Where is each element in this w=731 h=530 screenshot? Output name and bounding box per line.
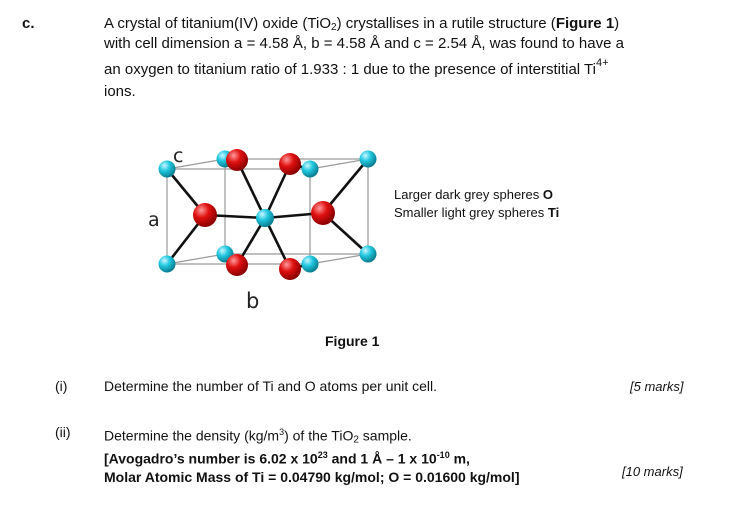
intro-line-2: with cell dimension a = 4.58 Å, b = 4.58 Å and c = 2.54 Å, was found to have a bbox=[104, 35, 624, 52]
axis-label-b: b bbox=[246, 289, 260, 313]
part-ii-line-1: Determine the density $(kg/m^3)$ of the TiO$_2$ sample. bbox=[104, 427, 412, 446]
axis-label-c: c bbox=[173, 145, 184, 167]
part-ii-label: (ii) bbox=[55, 424, 71, 440]
o-atom bbox=[226, 254, 248, 276]
question-number: c. bbox=[22, 15, 35, 32]
o-atom bbox=[311, 201, 335, 225]
legend-oxygen: Larger dark grey spheres O bbox=[394, 187, 553, 202]
o-atom bbox=[226, 149, 248, 171]
o-atom bbox=[279, 258, 301, 280]
o-atom bbox=[193, 203, 217, 227]
question-intro bbox=[104, 14, 644, 102]
part-i-label: (i) bbox=[55, 378, 68, 394]
part-i-marks: [5 marks] bbox=[630, 379, 684, 394]
ti-atom bbox=[302, 161, 319, 178]
part-ii-marks: [10 marks] bbox=[622, 464, 683, 479]
part-ii-line-2: [Avogadro’s number is 6.02 x $10^{23}$ and 1 Å – 1 x $10^{-10}$ m, bbox=[104, 449, 470, 467]
figure-legend bbox=[394, 186, 559, 222]
rutile-unit-cell-figure bbox=[140, 140, 390, 320]
ti-atom bbox=[360, 246, 377, 263]
part-ii-line-3: Molar Atomic Mass of Ti = 0.04790 kg/mol; O = 0.01600 kg/mol] bbox=[104, 469, 520, 486]
ti-atom bbox=[302, 256, 319, 273]
intro-line-1: A crystal of titanium(IV) oxide (TiO$_2$) crystallises in a rutile structure (Figure 1) bbox=[104, 15, 620, 33]
figure-caption: Figure 1 bbox=[325, 333, 380, 349]
part-ii-text bbox=[104, 423, 604, 487]
ti-atom-center bbox=[256, 209, 274, 227]
legend-titanium: Smaller light grey spheres Ti bbox=[394, 205, 560, 220]
intro-line-4: ions. bbox=[104, 83, 136, 100]
o-atom bbox=[279, 153, 301, 175]
part-i-text: Determine the number of Ti and O atoms per unit cell. bbox=[104, 378, 438, 394]
axis-label-a: a bbox=[148, 209, 160, 231]
ti-atom bbox=[159, 256, 176, 273]
intro-line-3: an oxygen to titanium ratio of 1.933 : 1 due to the presence of interstitial $Ti^{4+}$ bbox=[104, 57, 609, 78]
ti-atom bbox=[360, 151, 377, 168]
